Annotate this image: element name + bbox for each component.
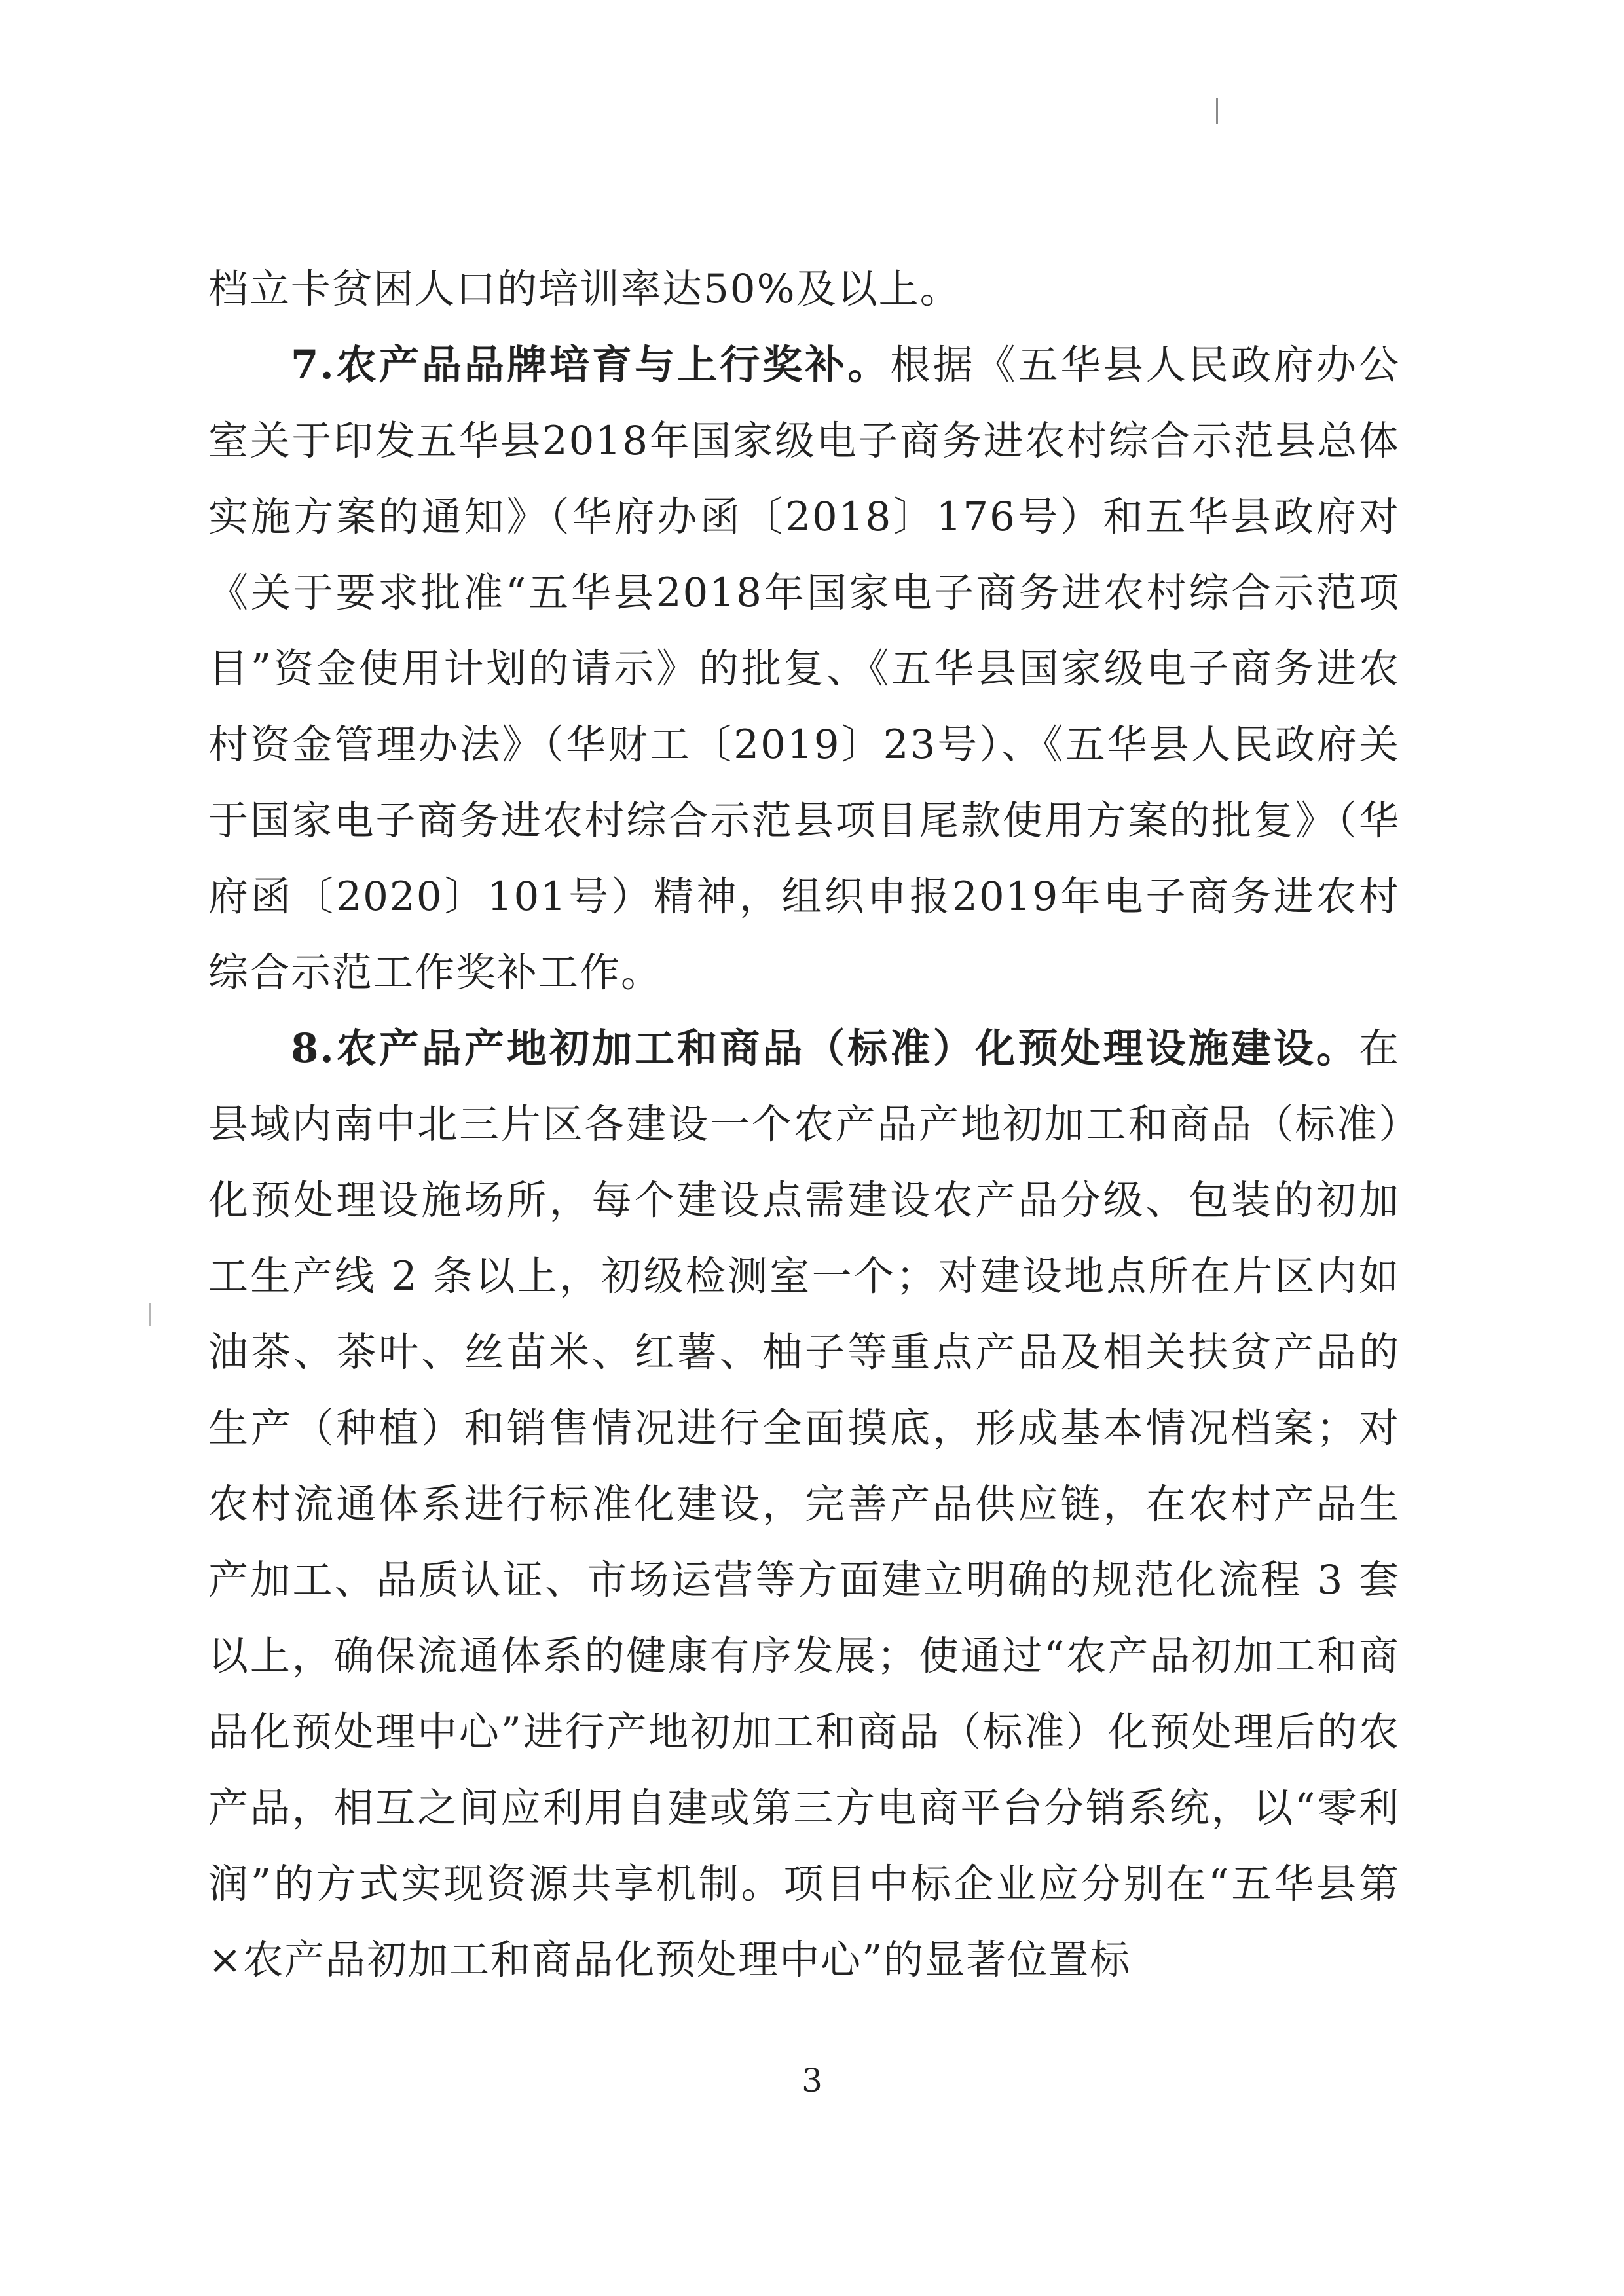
scan-artifact-mark <box>149 1303 151 1326</box>
paragraph-text: 在县域内南中北三片区各建设一个农产品产地初加工和商品（标准）化预处理设施场所，每个建设点需建设农产品分级、包装的初加工生产线 2 条以上，初级检测室一个；对建设地点所在片区内如油茶、茶叶、丝苗米、红薯、柚子等重点产品及相关扶贫产品的生产（种植）和销售情况进行全面摸底，形成基本情况档案；对农村流通体系进行标准化建设，完善产品供应链，在农村产品生产加工、品质认证、市场运营等方面建立明确的规范化流程 3 套以上，确保流通体系的健康有序发展；使通过“农产品初加工和商品化预处理中心”进行产地初加工和商品（标准）化预处理后的农产品，相互之间应利用自建或第三方电商平台分销系统，以“零利润”的方式实现资源共享机制。项目中标企业应分别在“五华县第×农产品初加工和商品化预处理中心”的显著位置标 <box>208 1025 1400 1983</box>
paragraph-item-8 <box>208 1011 1400 1998</box>
paragraph-text: 档立卡贫困人口的培训率达50%及以上。 <box>208 266 961 312</box>
paragraph-text: 根据《五华县人民政府办公室关于印发五华县2018年国家级电子商务进农村综合示范县总体实施方案的通知》（华府办函〔2018〕176号）和五华县政府对《关于要求批准“五华县2018年国家电子商务进农村综合示范项目”资金使用计划的请示》的批复、《五华县国家级电子商务进农村资金管理办法》（华财工〔2019〕23号）、《五华县人民政府关于国家电子商务进农村综合示范县项目尾款使用方案的批复》（华府函〔2020〕101号）精神，组织申报2019年电子商务进农村综合示范工作奖补工作。 <box>208 342 1400 996</box>
paragraph-heading: 7.农产品品牌培育与上行奖补。 <box>291 342 891 388</box>
paragraph-item-7 <box>208 327 1400 1011</box>
paragraph-heading: 8.农产品产地初加工和商品（标准）化预处理设施建设。 <box>291 1025 1359 1072</box>
scan-artifact-mark <box>1216 98 1218 124</box>
page-number: 3 <box>802 2062 822 2100</box>
body-text <box>208 251 1400 1998</box>
paragraph-continuation <box>208 251 1400 327</box>
